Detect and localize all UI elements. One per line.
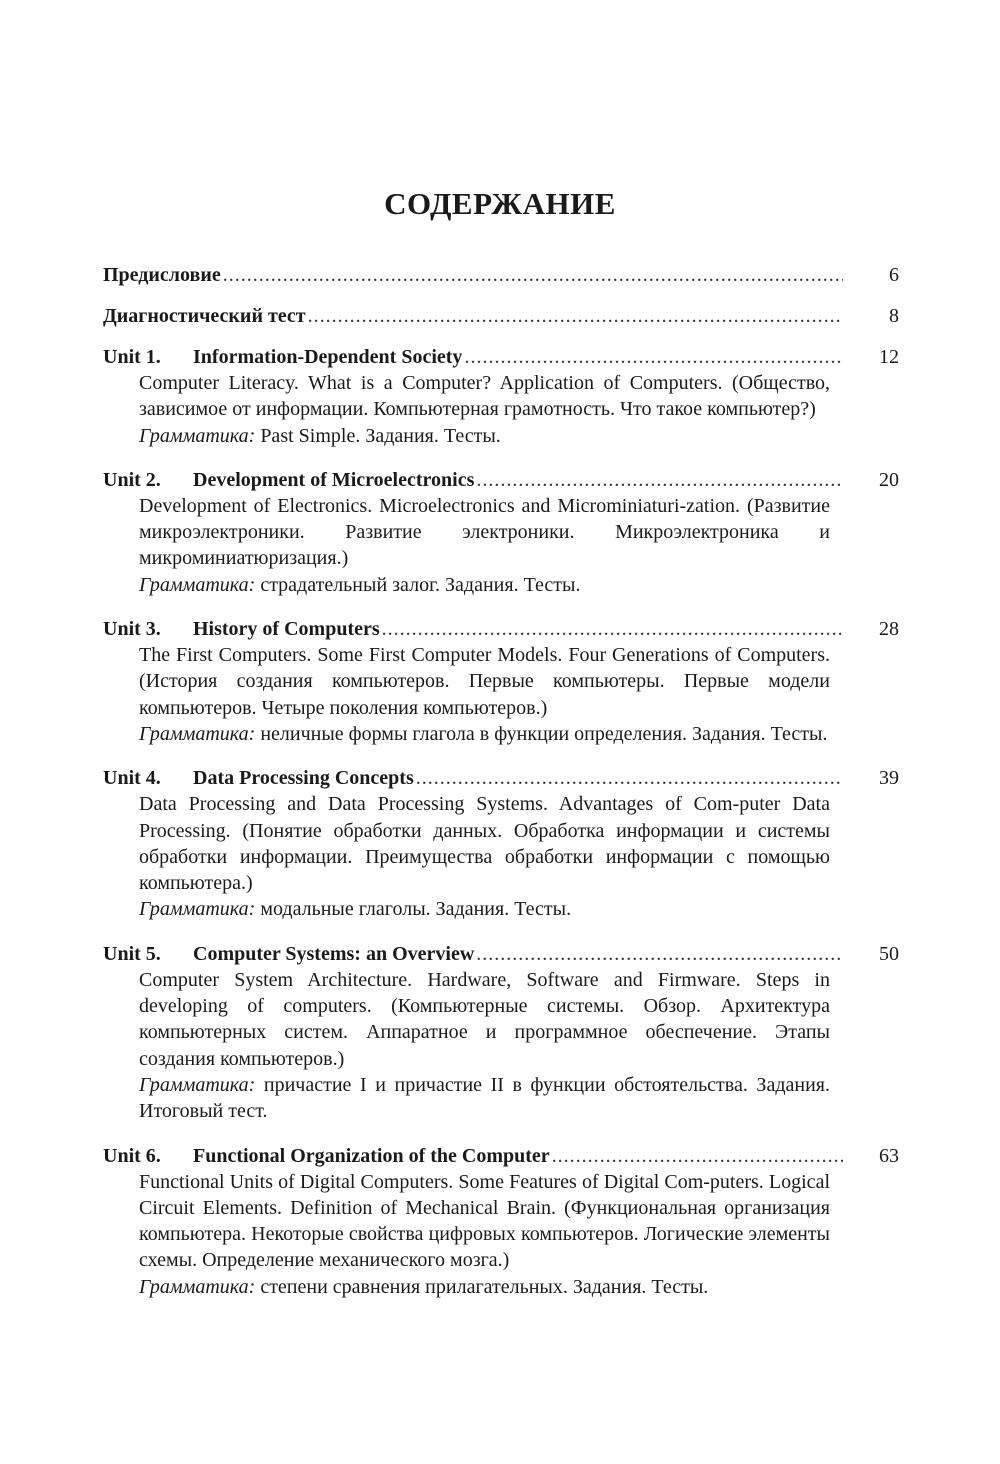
unit-topics: Computer Literacy. What is a Computer? Application of Computers. (Общество, зависимое от информации. Компьютерная грамотность. Что такое компьютер?) — [139, 372, 830, 421]
grammar-text: Past Simple. Задания. Тесты. — [255, 424, 501, 447]
unit-topics: Data Processing and Data Processing Systems. Advantages of Com-puter Data Processing. (Понятие обработки данных. Обработка информации и системы обработки информации. Преимущества обработки информации с помощью компьютера.) — [139, 793, 830, 895]
unit-label — [103, 765, 414, 791]
toc-page-number: 8 — [889, 305, 899, 327]
unit-title: Computer Systems: an Overview — [193, 942, 475, 965]
unit-number: Unit 6. — [103, 1144, 161, 1167]
toc-entry-preface[interactable] — [103, 262, 899, 288]
unit-number: Unit 2. — [103, 468, 161, 491]
dot-leader — [382, 616, 843, 642]
grammar-label: Грамматика: — [139, 424, 256, 447]
unit-topics: The First Computers. Some First Computer Models. Four Generations of Computers. (История создания компьютеров. Первые компьютеры. Первые модели компьютеров. Четыре поколения компьютеров.) — [139, 644, 830, 719]
unit-heading[interactable] — [103, 616, 899, 642]
unit-description — [139, 1169, 830, 1300]
grammar-text: модальные глаголы. Задания. Тесты. — [255, 898, 572, 921]
toc-entry-diagnostic[interactable] — [103, 303, 899, 329]
unit-description — [139, 642, 830, 747]
unit-heading[interactable] — [103, 941, 899, 967]
toc-page-number: 50 — [879, 942, 899, 965]
unit-label — [103, 941, 474, 967]
toc-unit-5 — [103, 941, 899, 1125]
dot-leader — [552, 1143, 843, 1169]
dot-leader — [416, 765, 843, 791]
toc-page-number: 28 — [879, 618, 899, 641]
unit-description — [139, 493, 830, 598]
unit-topics: Computer System Architecture. Hardware, Software and Firmware. Steps in developing of computers. (Компьютерные системы. Обзор. Архитектура компьютерных систем. Аппаратное и программное обеспечение. Этапы создания компьютеров.) — [139, 968, 830, 1070]
toc-page-number: 20 — [879, 468, 899, 491]
unit-label — [103, 616, 380, 642]
grammar-label: Грамматика: — [139, 722, 256, 745]
page-title: СОДЕРЖАНИЕ — [384, 186, 616, 221]
toc-entry-label: Диагностический тест — [103, 305, 306, 327]
toc-unit-1 — [103, 344, 899, 449]
grammar-text: причастие I и причастие II в функции обстоятельства. Задания. Итоговый тест. — [139, 1073, 830, 1123]
unit-description — [139, 791, 830, 922]
grammar-label: Грамматика: — [139, 1275, 256, 1298]
grammar-label: Грамматика: — [139, 898, 256, 921]
unit-title: Development of Microelectronics — [193, 468, 475, 491]
toc-unit-3 — [103, 616, 899, 747]
unit-title: Functional Organization of the Computer — [193, 1144, 550, 1167]
unit-title: Data Processing Concepts — [193, 767, 414, 790]
unit-heading[interactable] — [103, 344, 899, 370]
unit-number: Unit 5. — [103, 942, 161, 965]
dot-leader — [476, 941, 843, 967]
toc-unit-6 — [103, 1143, 899, 1300]
grammar-text: неличные формы глагола в функции определения. Задания. Тесты. — [255, 722, 828, 745]
unit-number: Unit 3. — [103, 618, 161, 641]
grammar-text: страдательный залог. Задания. Тесты. — [255, 573, 581, 596]
unit-label — [103, 344, 462, 370]
unit-heading[interactable] — [103, 467, 899, 493]
unit-topics: Development of Electronics. Microelectronics and Microminiaturi-zation. (Развитие микроэлектроники. Развитие электроники. Микроэлектроника и микроминиатюризация.) — [139, 494, 830, 570]
toc-page-number: 39 — [879, 767, 899, 790]
toc-page-number: 12 — [879, 346, 899, 368]
unit-number: Unit 1. — [103, 346, 161, 368]
toc-unit-2 — [103, 467, 899, 598]
unit-number: Unit 4. — [103, 767, 161, 790]
grammar-label: Грамматика: — [139, 573, 256, 596]
unit-title: Information-Dependent Society — [193, 346, 463, 368]
unit-title: History of Computers — [193, 618, 380, 641]
grammar-label: Грамматика: — [139, 1073, 256, 1096]
dot-leader — [308, 303, 843, 329]
unit-heading[interactable] — [103, 765, 899, 791]
toc-entry-label: Предисловие — [103, 264, 221, 286]
unit-label — [103, 467, 474, 493]
dot-leader — [223, 262, 843, 288]
unit-description — [139, 967, 830, 1125]
toc-page-number: 63 — [879, 1144, 899, 1167]
dot-leader — [464, 344, 843, 370]
toc-page-number: 6 — [889, 264, 899, 286]
unit-label — [103, 1143, 550, 1169]
unit-topics: Functional Units of Digital Computers. Some Features of Digital Com-puters. Logical Circuit Elements. Definition of Mechanical Brain. (Функциональная организация компьютера. Некоторые свойства цифровых компьютеров. Логические элементы схемы. Определение механического мозга.) — [139, 1170, 830, 1272]
unit-description — [139, 370, 830, 449]
toc-unit-4 — [103, 765, 899, 922]
dot-leader — [476, 467, 843, 493]
unit-heading[interactable] — [103, 1143, 899, 1169]
table-of-contents — [103, 262, 899, 1318]
grammar-text: степени сравнения прилагательных. Задания. Тесты. — [255, 1275, 709, 1298]
